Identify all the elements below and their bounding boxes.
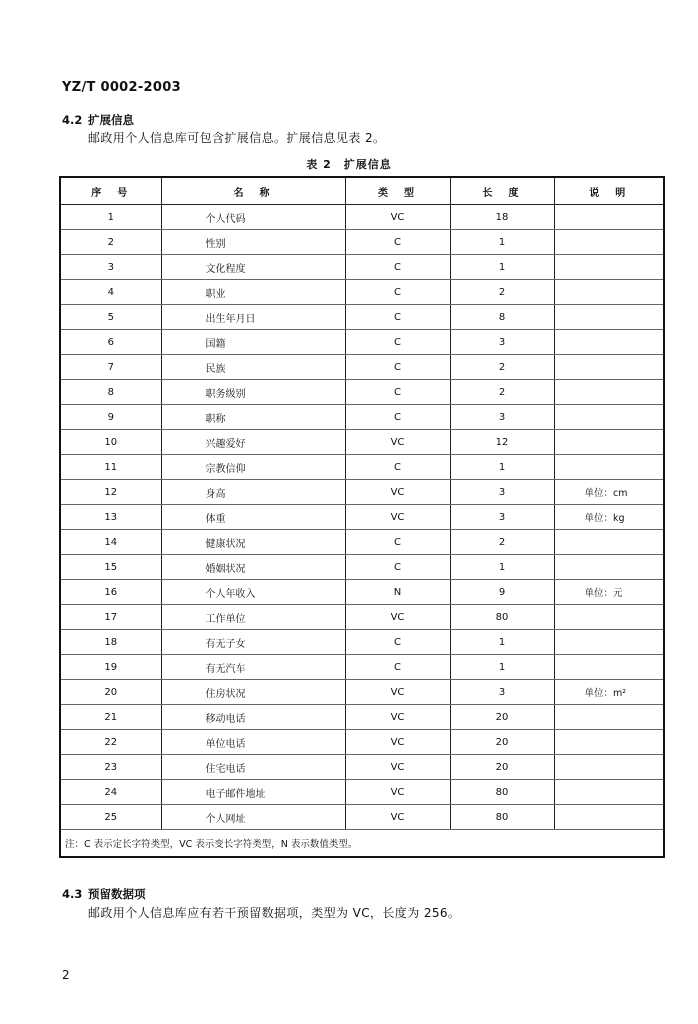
cell-type: C	[345, 380, 450, 405]
cell-type: VC	[345, 605, 450, 630]
cell-name: 有无子女	[161, 630, 345, 655]
cell-name: 住房状况	[161, 680, 345, 705]
table-row	[60, 280, 664, 305]
cell-name: 性别	[161, 230, 345, 255]
cell-name: 职称	[161, 405, 345, 430]
header-no: 序 号	[60, 177, 161, 205]
cell-type: VC	[345, 205, 450, 230]
cell-type: VC	[345, 730, 450, 755]
cell-type: VC	[345, 780, 450, 805]
section-4-2-title: 扩展信息	[88, 113, 134, 127]
cell-note	[554, 430, 664, 455]
cell-note	[554, 330, 664, 355]
cell-length: 3	[450, 330, 554, 355]
header-note: 说 明	[554, 177, 664, 205]
cell-name: 职业	[161, 280, 345, 305]
table-caption: 表 2 扩展信息	[306, 158, 392, 171]
table-row	[60, 405, 664, 430]
cell-note	[554, 630, 664, 655]
page-number: 2	[62, 968, 70, 982]
cell-type: VC	[345, 680, 450, 705]
cell-no: 21	[60, 705, 161, 730]
cell-type: C	[345, 555, 450, 580]
cell-no: 10	[60, 430, 161, 455]
cell-no: 25	[60, 805, 161, 830]
cell-name: 有无汽车	[161, 655, 345, 680]
cell-no: 3	[60, 255, 161, 280]
cell-no: 9	[60, 405, 161, 430]
cell-length: 8	[450, 305, 554, 330]
cell-note: 单位：kg	[554, 505, 664, 530]
cell-name: 宗教信仰	[161, 455, 345, 480]
cell-note	[554, 355, 664, 380]
table-header-row	[60, 177, 664, 205]
cell-note	[554, 230, 664, 255]
cell-no: 14	[60, 530, 161, 555]
cell-no: 15	[60, 555, 161, 580]
table-row	[60, 555, 664, 580]
table-row	[60, 455, 664, 480]
cell-length: 20	[450, 730, 554, 755]
table-row	[60, 605, 664, 630]
cell-length: 80	[450, 605, 554, 630]
header-length: 长 度	[450, 177, 554, 205]
cell-no: 13	[60, 505, 161, 530]
section-4-3-heading	[62, 886, 146, 902]
cell-type: C	[345, 280, 450, 305]
cell-note	[554, 730, 664, 755]
cell-type: C	[345, 455, 450, 480]
cell-type: VC	[345, 430, 450, 455]
cell-name: 个人网址	[161, 805, 345, 830]
cell-type: N	[345, 580, 450, 605]
table-row	[60, 480, 664, 505]
cell-type: C	[345, 305, 450, 330]
cell-type: C	[345, 355, 450, 380]
cell-type: VC	[345, 480, 450, 505]
cell-length: 1	[450, 655, 554, 680]
cell-note	[554, 705, 664, 730]
cell-name: 个人代码	[161, 205, 345, 230]
cell-type: C	[345, 655, 450, 680]
cell-no: 24	[60, 780, 161, 805]
cell-type: C	[345, 330, 450, 355]
cell-length: 1	[450, 630, 554, 655]
cell-length: 3	[450, 680, 554, 705]
cell-note: 单位：cm	[554, 480, 664, 505]
header-name: 名 称	[161, 177, 345, 205]
section-4-3-text: 邮政用个人信息库应有若干预留数据项，类型为 VC，长度为 256。	[88, 906, 461, 920]
cell-note	[554, 780, 664, 805]
cell-note	[554, 530, 664, 555]
section-4-2-heading	[62, 112, 134, 128]
cell-type: VC	[345, 705, 450, 730]
cell-name: 体重	[161, 505, 345, 530]
cell-length: 1	[450, 555, 554, 580]
cell-length: 20	[450, 705, 554, 730]
cell-note	[554, 305, 664, 330]
cell-type: VC	[345, 505, 450, 530]
cell-length: 1	[450, 255, 554, 280]
cell-length: 3	[450, 505, 554, 530]
cell-length: 18	[450, 205, 554, 230]
cell-note	[554, 755, 664, 780]
document-code: YZ/T 0002-2003	[62, 80, 181, 95]
cell-no: 7	[60, 355, 161, 380]
table-row	[60, 680, 664, 705]
cell-length: 1	[450, 230, 554, 255]
cell-no: 18	[60, 630, 161, 655]
cell-no: 5	[60, 305, 161, 330]
table-row	[60, 705, 664, 730]
cell-name: 民族	[161, 355, 345, 380]
cell-type: VC	[345, 805, 450, 830]
table-row	[60, 355, 664, 380]
cell-length: 3	[450, 480, 554, 505]
cell-length: 2	[450, 355, 554, 380]
cell-length: 12	[450, 430, 554, 455]
table-row	[60, 580, 664, 605]
cell-length: 2	[450, 530, 554, 555]
cell-length: 80	[450, 805, 554, 830]
cell-no: 22	[60, 730, 161, 755]
table-row	[60, 655, 664, 680]
cell-name: 移动电话	[161, 705, 345, 730]
table-footnote-row	[60, 830, 664, 858]
cell-note	[554, 455, 664, 480]
cell-name: 个人年收入	[161, 580, 345, 605]
cell-note: 单位：m²	[554, 680, 664, 705]
table-row	[60, 730, 664, 755]
cell-name: 健康状况	[161, 530, 345, 555]
cell-no: 17	[60, 605, 161, 630]
cell-type: C	[345, 255, 450, 280]
cell-no: 6	[60, 330, 161, 355]
table-row	[60, 330, 664, 355]
cell-note	[554, 255, 664, 280]
cell-name: 电子邮件地址	[161, 780, 345, 805]
cell-note	[554, 805, 664, 830]
cell-name: 出生年月日	[161, 305, 345, 330]
table-row	[60, 430, 664, 455]
cell-length: 2	[450, 280, 554, 305]
section-4-3-number: 4.3	[62, 887, 83, 901]
cell-note	[554, 205, 664, 230]
cell-no: 1	[60, 205, 161, 230]
cell-note	[554, 405, 664, 430]
cell-name: 职务级别	[161, 380, 345, 405]
table-row	[60, 505, 664, 530]
cell-type: C	[345, 530, 450, 555]
table-row	[60, 230, 664, 255]
cell-no: 4	[60, 280, 161, 305]
table-row	[60, 255, 664, 280]
cell-no: 2	[60, 230, 161, 255]
table-row	[60, 380, 664, 405]
cell-length: 80	[450, 780, 554, 805]
table-row	[60, 530, 664, 555]
cell-type: C	[345, 630, 450, 655]
table-row	[60, 780, 664, 805]
table-footnote: 注：C 表示定长字符类型，VC 表示变长字符类型，N 表示数值类型。	[60, 830, 664, 858]
cell-name: 身高	[161, 480, 345, 505]
cell-no: 20	[60, 680, 161, 705]
table-row	[60, 205, 664, 230]
header-type: 类 型	[345, 177, 450, 205]
cell-no: 8	[60, 380, 161, 405]
cell-length: 9	[450, 580, 554, 605]
table-row	[60, 305, 664, 330]
cell-type: C	[345, 230, 450, 255]
cell-no: 11	[60, 455, 161, 480]
cell-note	[554, 280, 664, 305]
cell-note	[554, 605, 664, 630]
cell-name: 国籍	[161, 330, 345, 355]
cell-note	[554, 380, 664, 405]
extension-info-table	[59, 176, 665, 858]
cell-note	[554, 655, 664, 680]
table-body	[60, 205, 664, 830]
cell-note	[554, 555, 664, 580]
cell-length: 20	[450, 755, 554, 780]
section-4-3-title: 预留数据项	[88, 887, 146, 901]
cell-name: 工作单位	[161, 605, 345, 630]
cell-no: 16	[60, 580, 161, 605]
table-row	[60, 755, 664, 780]
cell-no: 23	[60, 755, 161, 780]
cell-no: 12	[60, 480, 161, 505]
section-4-2-text: 邮政用个人信息库可包含扩展信息。扩展信息见表 2。	[88, 131, 386, 145]
cell-name: 婚姻状况	[161, 555, 345, 580]
cell-name: 兴趣爱好	[161, 430, 345, 455]
cell-length: 2	[450, 380, 554, 405]
cell-name: 单位电话	[161, 730, 345, 755]
cell-no: 19	[60, 655, 161, 680]
cell-length: 3	[450, 405, 554, 430]
cell-type: C	[345, 405, 450, 430]
cell-type: VC	[345, 755, 450, 780]
table-row	[60, 805, 664, 830]
cell-name: 住宅电话	[161, 755, 345, 780]
section-4-2-number: 4.2	[62, 113, 83, 127]
cell-note: 单位：元	[554, 580, 664, 605]
cell-length: 1	[450, 455, 554, 480]
cell-name: 文化程度	[161, 255, 345, 280]
table-row	[60, 630, 664, 655]
